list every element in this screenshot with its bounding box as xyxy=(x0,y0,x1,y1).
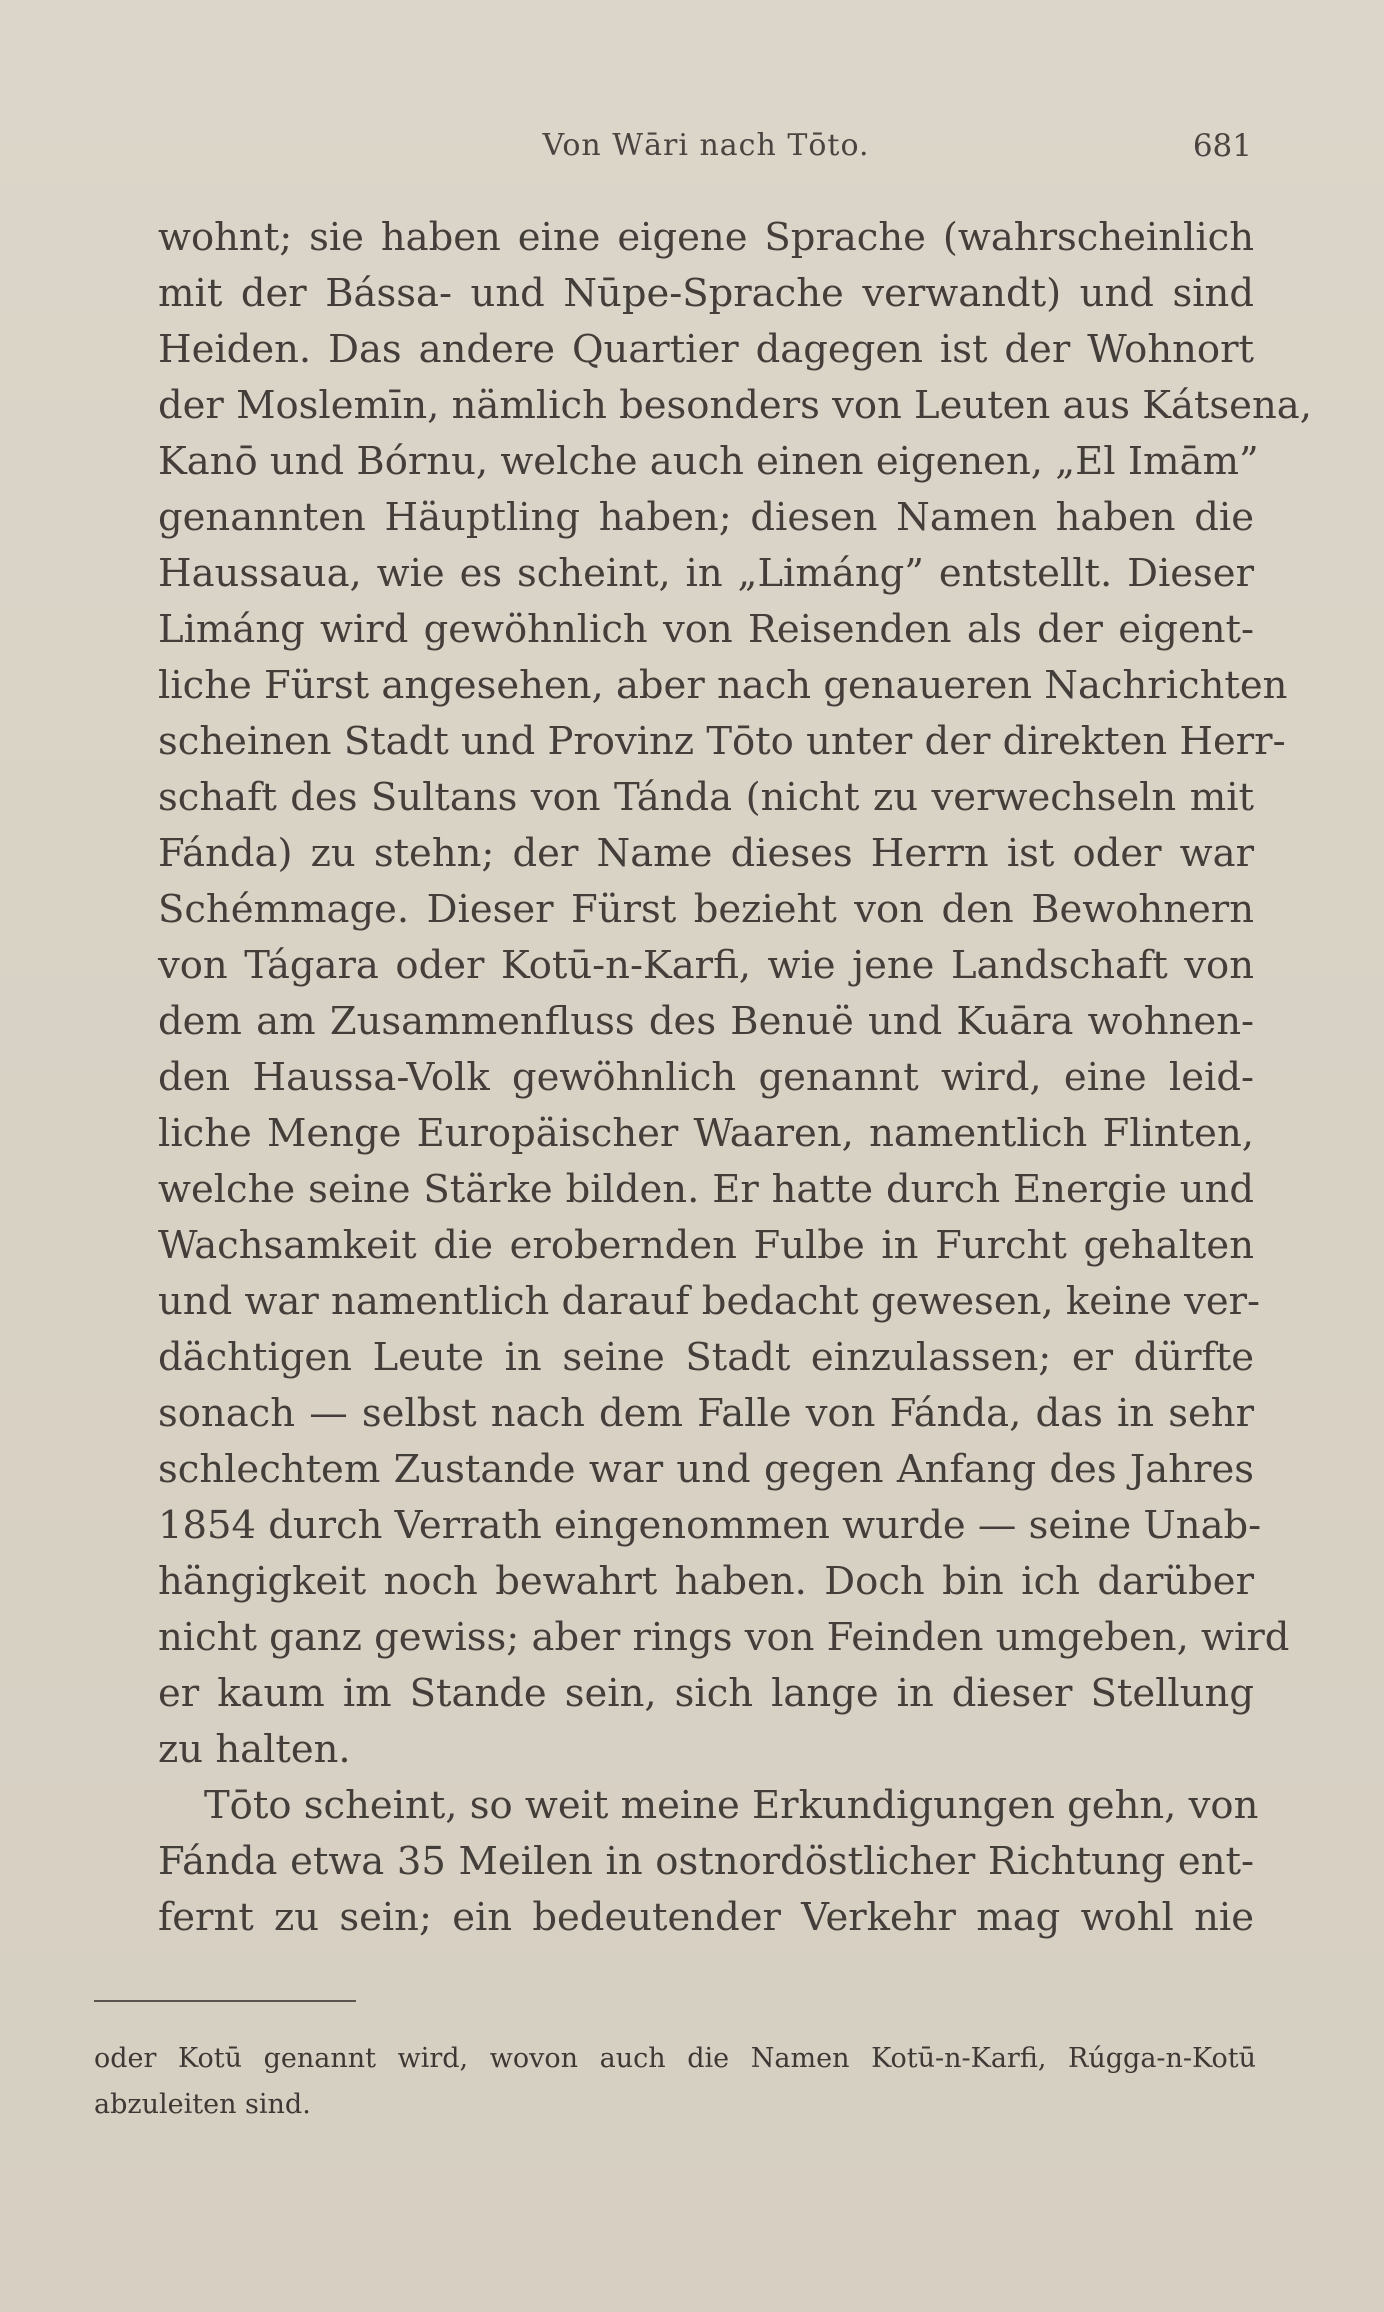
text-line: Fánda) zu stehn; der Name dieses Herrn ist oder war xyxy=(158,831,1254,876)
text-line: den Haussa-Volk gewöhnlich genannt wird, eine leid- xyxy=(158,1055,1254,1100)
text-line: Kanō und Bórnu, welche auch einen eigenen, „El Imām” xyxy=(158,439,1259,484)
text-line: nicht ganz gewiss; aber rings von Feinden umgeben, wird xyxy=(158,1615,1290,1660)
text-line: Schémmage. Dieser Fürst bezieht von den Bewohnern xyxy=(158,887,1254,932)
page-number: 681 xyxy=(1192,128,1252,164)
text-line: sonach — selbst nach dem Falle von Fánda, das in sehr xyxy=(158,1391,1254,1436)
text-line: der Moslemīn, nämlich besonders von Leuten aus Kátsena, xyxy=(158,383,1312,428)
text-line: von Tágara oder Kotū-n-Karfi, wie jene Landschaft von xyxy=(158,943,1254,988)
running-title: Von Wāri nach Tōto. xyxy=(542,128,870,163)
footnote-line: abzuleiten sind. xyxy=(94,2089,311,2120)
footnote-divider xyxy=(94,2000,356,2002)
text-line: scheinen Stadt und Provinz Tōto unter der direkten Herr- xyxy=(158,719,1286,764)
text-line: Haussaua, wie es scheint, in „Limáng” entstellt. Dieser xyxy=(158,551,1254,596)
text-line: Fánda etwa 35 Meilen in ostnordöstlicher Richtung ent- xyxy=(158,1839,1254,1884)
text-line: schaft des Sultans von Tánda (nicht zu verwechseln mit xyxy=(158,775,1254,820)
text-line: dem am Zusammenfluss des Benuë und Kuāra wohnen- xyxy=(158,999,1254,1044)
text-line: wohnt; sie haben eine eigene Sprache (wahrscheinlich xyxy=(158,215,1254,260)
text-line: mit der Bássa- und Nūpe-Sprache verwandt) und sind xyxy=(158,271,1254,316)
body-text xyxy=(158,210,1312,1946)
text-line: schlechtem Zustande war und gegen Anfang des Jahres xyxy=(158,1447,1254,1492)
text-line: liche Menge Europäischer Waaren, namentlich Flinten, xyxy=(158,1111,1254,1156)
text-line: genannten Häuptling haben; diesen Namen haben die xyxy=(158,495,1254,540)
text-line: zu halten. xyxy=(158,1727,351,1772)
text-line: Wachsamkeit die erobernden Fulbe in Furcht gehalten xyxy=(158,1223,1254,1268)
text-line: dächtigen Leute in seine Stadt einzulassen; er dürfte xyxy=(158,1335,1254,1380)
text-line: 1854 durch Verrath eingenommen wurde — seine Unab- xyxy=(158,1503,1262,1548)
text-line: er kaum im Stande sein, sich lange in dieser Stellung xyxy=(158,1671,1254,1716)
text-line: hängigkeit noch bewahrt haben. Doch bin ich darüber xyxy=(158,1559,1254,1604)
text-line: und war namentlich darauf bedacht gewesen, keine ver- xyxy=(158,1279,1261,1324)
text-line: fernt zu sein; ein bedeutender Verkehr mag wohl nie xyxy=(158,1895,1254,1940)
text-line: Tōto scheint, so weit meine Erkundigungen gehn, von xyxy=(204,1783,1259,1828)
footnote-line: oder Kotū genannt wird, wovon auch die Namen Kotū-n-Karfi, Rúgga-n-Kotū xyxy=(94,2043,1256,2074)
footnote xyxy=(94,2036,1256,2128)
text-line: Limáng wird gewöhnlich von Reisenden als der eigent- xyxy=(158,607,1254,652)
text-line: liche Fürst angesehen, aber nach genaueren Nachrichten xyxy=(158,663,1288,708)
text-line: welche seine Stärke bilden. Er hatte durch Energie und xyxy=(158,1167,1254,1212)
text-line: Heiden. Das andere Quartier dagegen ist der Wohnort xyxy=(158,327,1254,372)
page-header xyxy=(160,128,1252,180)
